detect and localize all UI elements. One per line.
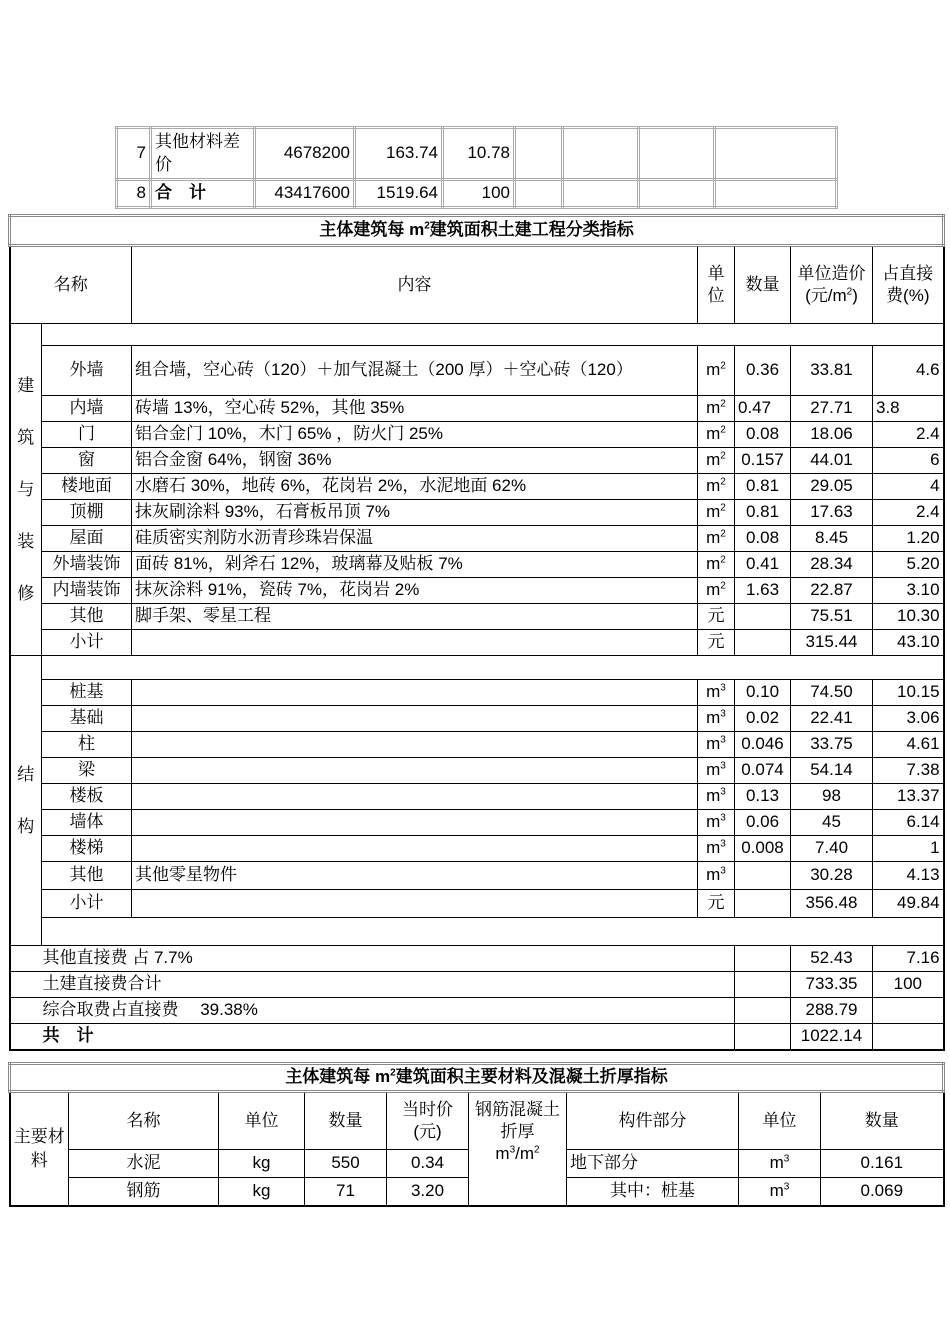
row-price: 7.40 [791, 836, 873, 862]
row-qty2: 0.069 [821, 1178, 944, 1206]
summary-share [873, 1024, 944, 1050]
row-name: 顶棚 [42, 500, 132, 526]
row-share: 2.4 [873, 422, 944, 448]
row-content [132, 630, 698, 656]
row-qty: 0.02 [735, 706, 791, 732]
row-name: 内墙装饰 [42, 578, 132, 604]
row-unit: $m^2$ [698, 526, 735, 552]
row-qty: 0.13 [735, 784, 791, 810]
row-unit: 元 [698, 890, 735, 918]
row-price: 18.06 [791, 422, 873, 448]
table-row [10, 448, 944, 474]
row-content: 水磨石 30%，地砖 6%，花岗岩 2%，水泥地面 62% [132, 474, 698, 500]
summary-share [873, 998, 944, 1024]
row-price: 75.51 [791, 604, 873, 630]
row-price: 74.50 [791, 680, 873, 706]
table-row [10, 500, 944, 526]
row-content [132, 706, 698, 732]
row-share: 5.20 [873, 552, 944, 578]
table-row [10, 552, 944, 578]
header-row [10, 1092, 944, 1150]
table-title: 主体建筑每 $m^2$建筑面积土建工程分类指标 [10, 216, 944, 246]
table-row [10, 422, 944, 448]
row-name: 屋面 [42, 526, 132, 552]
row-content: 组合墙，空心砖（120）＋加气混凝土（200 厚）＋空心砖（120） [132, 346, 698, 396]
header-price: 单位造价 (元$/m^2$) [791, 246, 873, 324]
header-qty2: 数量 [821, 1092, 944, 1150]
row-share: 10.15 [873, 680, 944, 706]
row-per-m2: 163.74 [355, 128, 443, 180]
row-name: 其他 [42, 604, 132, 630]
row-per-m2: 1519.64 [355, 180, 443, 208]
row-percent: 100 [443, 180, 515, 208]
row-share: 6.14 [873, 810, 944, 836]
row-part: 其中：桩基 [567, 1178, 739, 1206]
row-qty [735, 890, 791, 918]
row-share: 1 [873, 836, 944, 862]
row-content [132, 784, 698, 810]
row-unit: $m^3$ [698, 732, 735, 758]
spacer-row [10, 324, 944, 346]
row-name: 其他 [42, 862, 132, 890]
table-row [10, 836, 944, 862]
row-unit2: $m^3$ [739, 1150, 821, 1178]
header-name: 名称 [69, 1092, 219, 1150]
row-name: 桩基 [42, 680, 132, 706]
row-unit: kg [219, 1178, 305, 1206]
empty-cell [735, 998, 791, 1024]
materials-index-table [8, 1062, 945, 1207]
empty-cell [735, 972, 791, 998]
row-name: 墙体 [42, 810, 132, 836]
empty-cell [515, 128, 563, 180]
row-price: 22.87 [791, 578, 873, 604]
table-row [10, 526, 944, 552]
row-qty: 0.41 [735, 552, 791, 578]
header-unit2: 单位 [739, 1092, 821, 1150]
header-share: 占直接费(%) [873, 246, 944, 324]
row-content [132, 836, 698, 862]
row-share: 7.38 [873, 758, 944, 784]
header-qty: 数量 [735, 246, 791, 324]
row-price: 44.01 [791, 448, 873, 474]
row-name: 其他材料差价 [151, 128, 255, 180]
empty-cell [715, 180, 837, 208]
header-unit: 单位 [219, 1092, 305, 1150]
row-part: 地下部分 [567, 1150, 739, 1178]
row-unit: $m^2$ [698, 474, 735, 500]
header-qty: 数量 [305, 1092, 387, 1150]
row-qty: 0.157 [735, 448, 791, 474]
row-share: 3.10 [873, 578, 944, 604]
row-name: 合 计 [151, 180, 255, 208]
row-price: 29.05 [791, 474, 873, 500]
empty-cell [735, 946, 791, 972]
row-content [132, 758, 698, 784]
row-content: 抹灰涂料 91%，瓷砖 7%，花岗岩 2% [132, 578, 698, 604]
row-content: 抹灰刷涂料 93%，石膏板吊顶 7% [132, 500, 698, 526]
table-title-row [10, 1064, 944, 1092]
table-row [10, 784, 944, 810]
table-row [10, 758, 944, 784]
row-qty: 0.10 [735, 680, 791, 706]
row-unit: 元 [698, 630, 735, 656]
row-price: 27.71 [791, 396, 873, 422]
row-unit: kg [219, 1150, 305, 1178]
header-name: 名称 [10, 246, 132, 324]
row-unit2: $m^3$ [739, 1178, 821, 1206]
group-label-arch: 建筑与装修 [10, 324, 42, 656]
header-price: 当时价(元) [387, 1092, 469, 1150]
row-name: 楼板 [42, 784, 132, 810]
row-unit: $m^3$ [698, 680, 735, 706]
row-price: 33.81 [791, 346, 873, 396]
row-price: 356.48 [791, 890, 873, 918]
row-qty [735, 630, 791, 656]
row-amount: 4678200 [255, 128, 355, 180]
row-share: 3.8 [873, 396, 944, 422]
row-content: 铝合金窗 64%，钢窗 36% [132, 448, 698, 474]
group-label-materials: 主要材料 [10, 1092, 69, 1206]
row-share: 2.4 [873, 500, 944, 526]
summary-row [10, 998, 944, 1024]
row-unit: 元 [698, 604, 735, 630]
table-row [10, 630, 944, 656]
row-unit: $m^2$ [698, 396, 735, 422]
cost-summary-table [115, 126, 838, 209]
row-number: 8 [117, 180, 151, 208]
row-name: 钢筋 [69, 1178, 219, 1206]
row-name: 柱 [42, 732, 132, 758]
row-content: 硅质密实剂防水沥青珍珠岩保温 [132, 526, 698, 552]
summary-row [10, 972, 944, 998]
row-unit: $m^3$ [698, 784, 735, 810]
row-name: 楼地面 [42, 474, 132, 500]
row-price: 30.28 [791, 862, 873, 890]
row-price: 98 [791, 784, 873, 810]
empty-cell [42, 656, 944, 680]
row-unit: $m^2$ [698, 448, 735, 474]
row-name: 外墙装饰 [42, 552, 132, 578]
row-amount: 43417600 [255, 180, 355, 208]
row-price: 315.44 [791, 630, 873, 656]
summary-price: 733.35 [791, 972, 873, 998]
empty-cell [42, 324, 944, 346]
row-price: 33.75 [791, 732, 873, 758]
row-share: 10.30 [873, 604, 944, 630]
summary-price: 52.43 [791, 946, 873, 972]
row-qty [735, 604, 791, 630]
table-row [117, 180, 837, 208]
row-qty: 0.81 [735, 500, 791, 526]
row-price: 22.41 [791, 706, 873, 732]
row-content [132, 890, 698, 918]
row-unit: $m^3$ [698, 706, 735, 732]
row-share: 4.61 [873, 732, 944, 758]
row-unit: $m^2$ [698, 578, 735, 604]
row-qty: 0.36 [735, 346, 791, 396]
row-price: 17.63 [791, 500, 873, 526]
row-share: 13.37 [873, 784, 944, 810]
civil-works-index-table [8, 214, 945, 1051]
table-row [10, 578, 944, 604]
row-content: 其他零星物件 [132, 862, 698, 890]
row-unit: $m^2$ [698, 552, 735, 578]
row-price: 3.20 [387, 1178, 469, 1206]
row-qty: 1.63 [735, 578, 791, 604]
row-name: 梁 [42, 758, 132, 784]
row-qty: 0.046 [735, 732, 791, 758]
empty-cell [563, 180, 639, 208]
row-qty: 0.08 [735, 526, 791, 552]
row-unit: $m^2$ [698, 500, 735, 526]
empty-cell [715, 128, 837, 180]
row-qty: 550 [305, 1150, 387, 1178]
empty-cell [735, 1024, 791, 1050]
row-content [132, 810, 698, 836]
table-row [10, 810, 944, 836]
row-price: 0.34 [387, 1150, 469, 1178]
header-content: 内容 [132, 246, 698, 324]
empty-cell [639, 180, 715, 208]
table-row [10, 604, 944, 630]
row-unit: $m^3$ [698, 862, 735, 890]
row-unit: $m^3$ [698, 836, 735, 862]
row-name: 窗 [42, 448, 132, 474]
row-qty [735, 862, 791, 890]
row-name: 小计 [42, 890, 132, 918]
group-label-struct: 结构 [10, 656, 42, 946]
row-qty: 0.81 [735, 474, 791, 500]
row-qty: 0.06 [735, 810, 791, 836]
summary-label: 综合取费占直接费 39.38% [10, 998, 735, 1024]
row-content [132, 732, 698, 758]
spacer-row [10, 656, 944, 680]
row-percent: 10.78 [443, 128, 515, 180]
row-content: 面砖 81%，剁斧石 12%，玻璃幕及贴板 7% [132, 552, 698, 578]
row-share: 49.84 [873, 890, 944, 918]
row-share: 6 [873, 448, 944, 474]
row-unit: $m^3$ [698, 810, 735, 836]
row-qty: 0.08 [735, 422, 791, 448]
row-name: 基础 [42, 706, 132, 732]
row-unit: $m^2$ [698, 346, 735, 396]
summary-share: 7.16 [873, 946, 944, 972]
header-row [10, 246, 944, 324]
summary-label: 其他直接费 占 7.7% [10, 946, 735, 972]
empty-cell [563, 128, 639, 180]
row-content [132, 680, 698, 706]
table-row [10, 396, 944, 422]
row-qty: 0.074 [735, 758, 791, 784]
empty-cell [639, 128, 715, 180]
summary-price: 1022.14 [791, 1024, 873, 1050]
table-title: 主体建筑每 $m^2$建筑面积主要材料及混凝土折厚指标 [10, 1064, 944, 1092]
row-share: 1.20 [873, 526, 944, 552]
summary-share: 100 [873, 972, 944, 998]
row-price: 45 [791, 810, 873, 836]
summary-label: 土建直接费合计 [10, 972, 735, 998]
empty-cell [515, 180, 563, 208]
table-row [10, 474, 944, 500]
summary-row [10, 1024, 944, 1050]
row-name: 水泥 [69, 1150, 219, 1178]
row-content: 铝合金门 10%，木门 65% ，防火门 25% [132, 422, 698, 448]
row-price: 54.14 [791, 758, 873, 784]
row-qty: 0.47 [735, 396, 791, 422]
table-title-row [10, 216, 944, 246]
table-row [10, 890, 944, 918]
row-name: 外墙 [42, 346, 132, 396]
summary-label: 共 计 [10, 1024, 735, 1050]
table-row [10, 346, 944, 396]
table-row [10, 706, 944, 732]
empty-cell [42, 918, 944, 946]
row-share: 4 [873, 474, 944, 500]
row-share: 3.06 [873, 706, 944, 732]
row-unit: $m^2$ [698, 422, 735, 448]
header-part: 构件部分 [567, 1092, 739, 1150]
row-qty: 0.008 [735, 836, 791, 862]
table-row [10, 680, 944, 706]
row-qty2: 0.161 [821, 1150, 944, 1178]
row-name: 门 [42, 422, 132, 448]
header-concrete-thickness: 钢筋混凝土折厚 $m^3/m^2$ [469, 1092, 567, 1206]
row-number: 7 [117, 128, 151, 180]
table-row [10, 732, 944, 758]
summary-row [10, 946, 944, 972]
row-share: 4.6 [873, 346, 944, 396]
row-content: 脚手架、零星工程 [132, 604, 698, 630]
row-name: 小计 [42, 630, 132, 656]
row-price: 28.34 [791, 552, 873, 578]
row-price: 8.45 [791, 526, 873, 552]
row-share: 4.13 [873, 862, 944, 890]
row-qty: 71 [305, 1178, 387, 1206]
row-share: 43.10 [873, 630, 944, 656]
spacer-row [10, 918, 944, 946]
header-unit: 单位 [698, 246, 735, 324]
row-name: 内墙 [42, 396, 132, 422]
summary-price: 288.79 [791, 998, 873, 1024]
table-row [10, 862, 944, 890]
row-content: 砖墙 13%，空心砖 52%，其他 35% [132, 396, 698, 422]
row-unit: $m^3$ [698, 758, 735, 784]
row-name: 楼梯 [42, 836, 132, 862]
table-row [117, 128, 837, 180]
